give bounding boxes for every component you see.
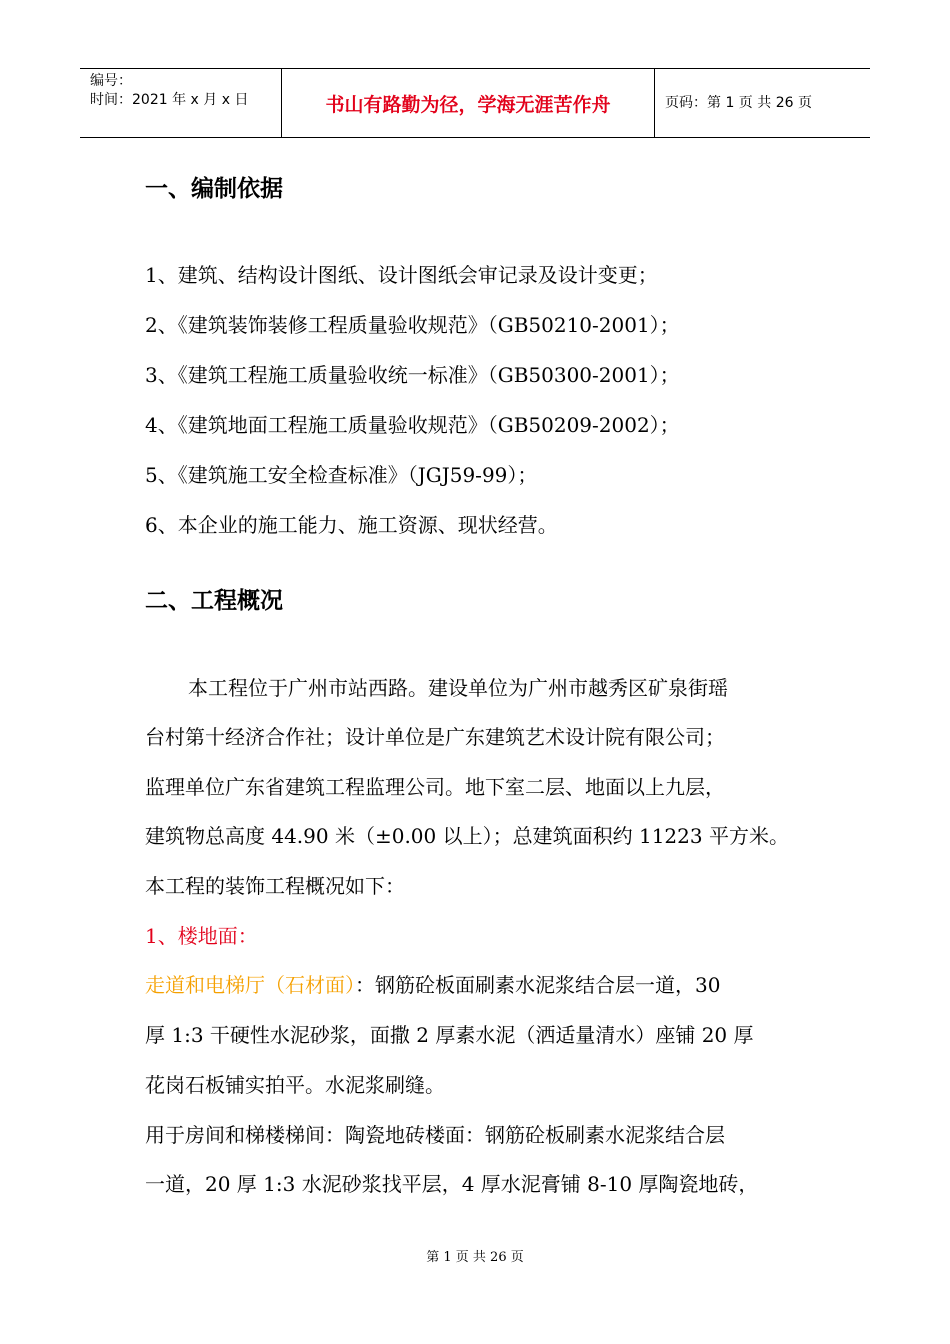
- page-footer: 第 1 页 共 26 页: [426, 1250, 524, 1265]
- basis-item-2: 2、《建筑装饰装修工程质量验收规范》（GB50210-2001）；: [145, 313, 680, 337]
- basis-item-5: 5、《建筑施工安全检查标准》（JGJ59-99）；: [145, 463, 538, 487]
- section2-title: 二、工程概况: [145, 588, 283, 614]
- subsection-floor-title: 1、楼地面：: [145, 924, 258, 948]
- overview-line-2: 台村第十经济合作社；设计单位是广东建筑艺术设计院有限公司；: [145, 725, 725, 749]
- corridor-line-1: [145, 972, 720, 998]
- overview-line-1: 本工程位于广州市站西路。建设单位为广州市越秀区矿泉街瑶: [188, 676, 728, 700]
- basis-item-4: 4、《建筑地面工程施工质量验收规范》（GB50209-2002）；: [145, 413, 680, 437]
- time-label: 时间：2021 年 x 月 x 日: [90, 92, 249, 108]
- room-line-1: 用于房间和梯楼梯间：陶瓷地砖楼面：钢筋砼板刷素水泥浆结合层: [145, 1123, 725, 1147]
- page-header: [80, 68, 870, 138]
- section1-title: 一、编制依据: [145, 176, 283, 202]
- header-left-cell: [80, 69, 282, 137]
- basis-item-3: 3、《建筑工程施工质量验收统一标准》（GB50300-2001）；: [145, 363, 680, 387]
- corridor-text-1: ：钢筋砼板面刷素水泥浆结合层一道，30: [355, 973, 721, 997]
- page-info: 页码：第 1 页 共 26 页: [665, 94, 812, 111]
- basis-item-1: 1、建筑、结构设计图纸、设计图纸会审记录及设计变更；: [145, 263, 658, 287]
- room-line-2: 一道，20 厚 1:3 水泥砂浆找平层，4 厚水泥膏铺 8-10 厚陶瓷地砖，: [145, 1172, 759, 1196]
- header-page-cell: [655, 69, 870, 137]
- overview-line-4: 建筑物总高度 44.90 米（±0.00 以上）；总建筑面积约 11223 平方米。: [145, 824, 789, 848]
- overview-line-3: 监理单位广东省建筑工程监理公司。地下室二层、地面以上九层，: [145, 775, 725, 799]
- header-motto-cell: [282, 69, 655, 137]
- corridor-line-2: 厚 1:3 干硬性水泥砂浆，面撒 2 厚素水泥（洒适量清水）座铺 20 厚: [145, 1023, 754, 1047]
- number-label: 编号：: [90, 73, 132, 89]
- corridor-line-3: 花岗石板铺实拍平。水泥浆刷缝。: [145, 1073, 445, 1097]
- overview-line-5: 本工程的装饰工程概况如下：: [145, 874, 405, 898]
- motto: 书山有路勤为径，学海无涯苦作舟: [325, 93, 611, 116]
- corridor-label: 走道和电梯厅（石材面）: [145, 973, 355, 997]
- basis-item-6: 6、本企业的施工能力、施工资源、现状经营。: [145, 513, 558, 537]
